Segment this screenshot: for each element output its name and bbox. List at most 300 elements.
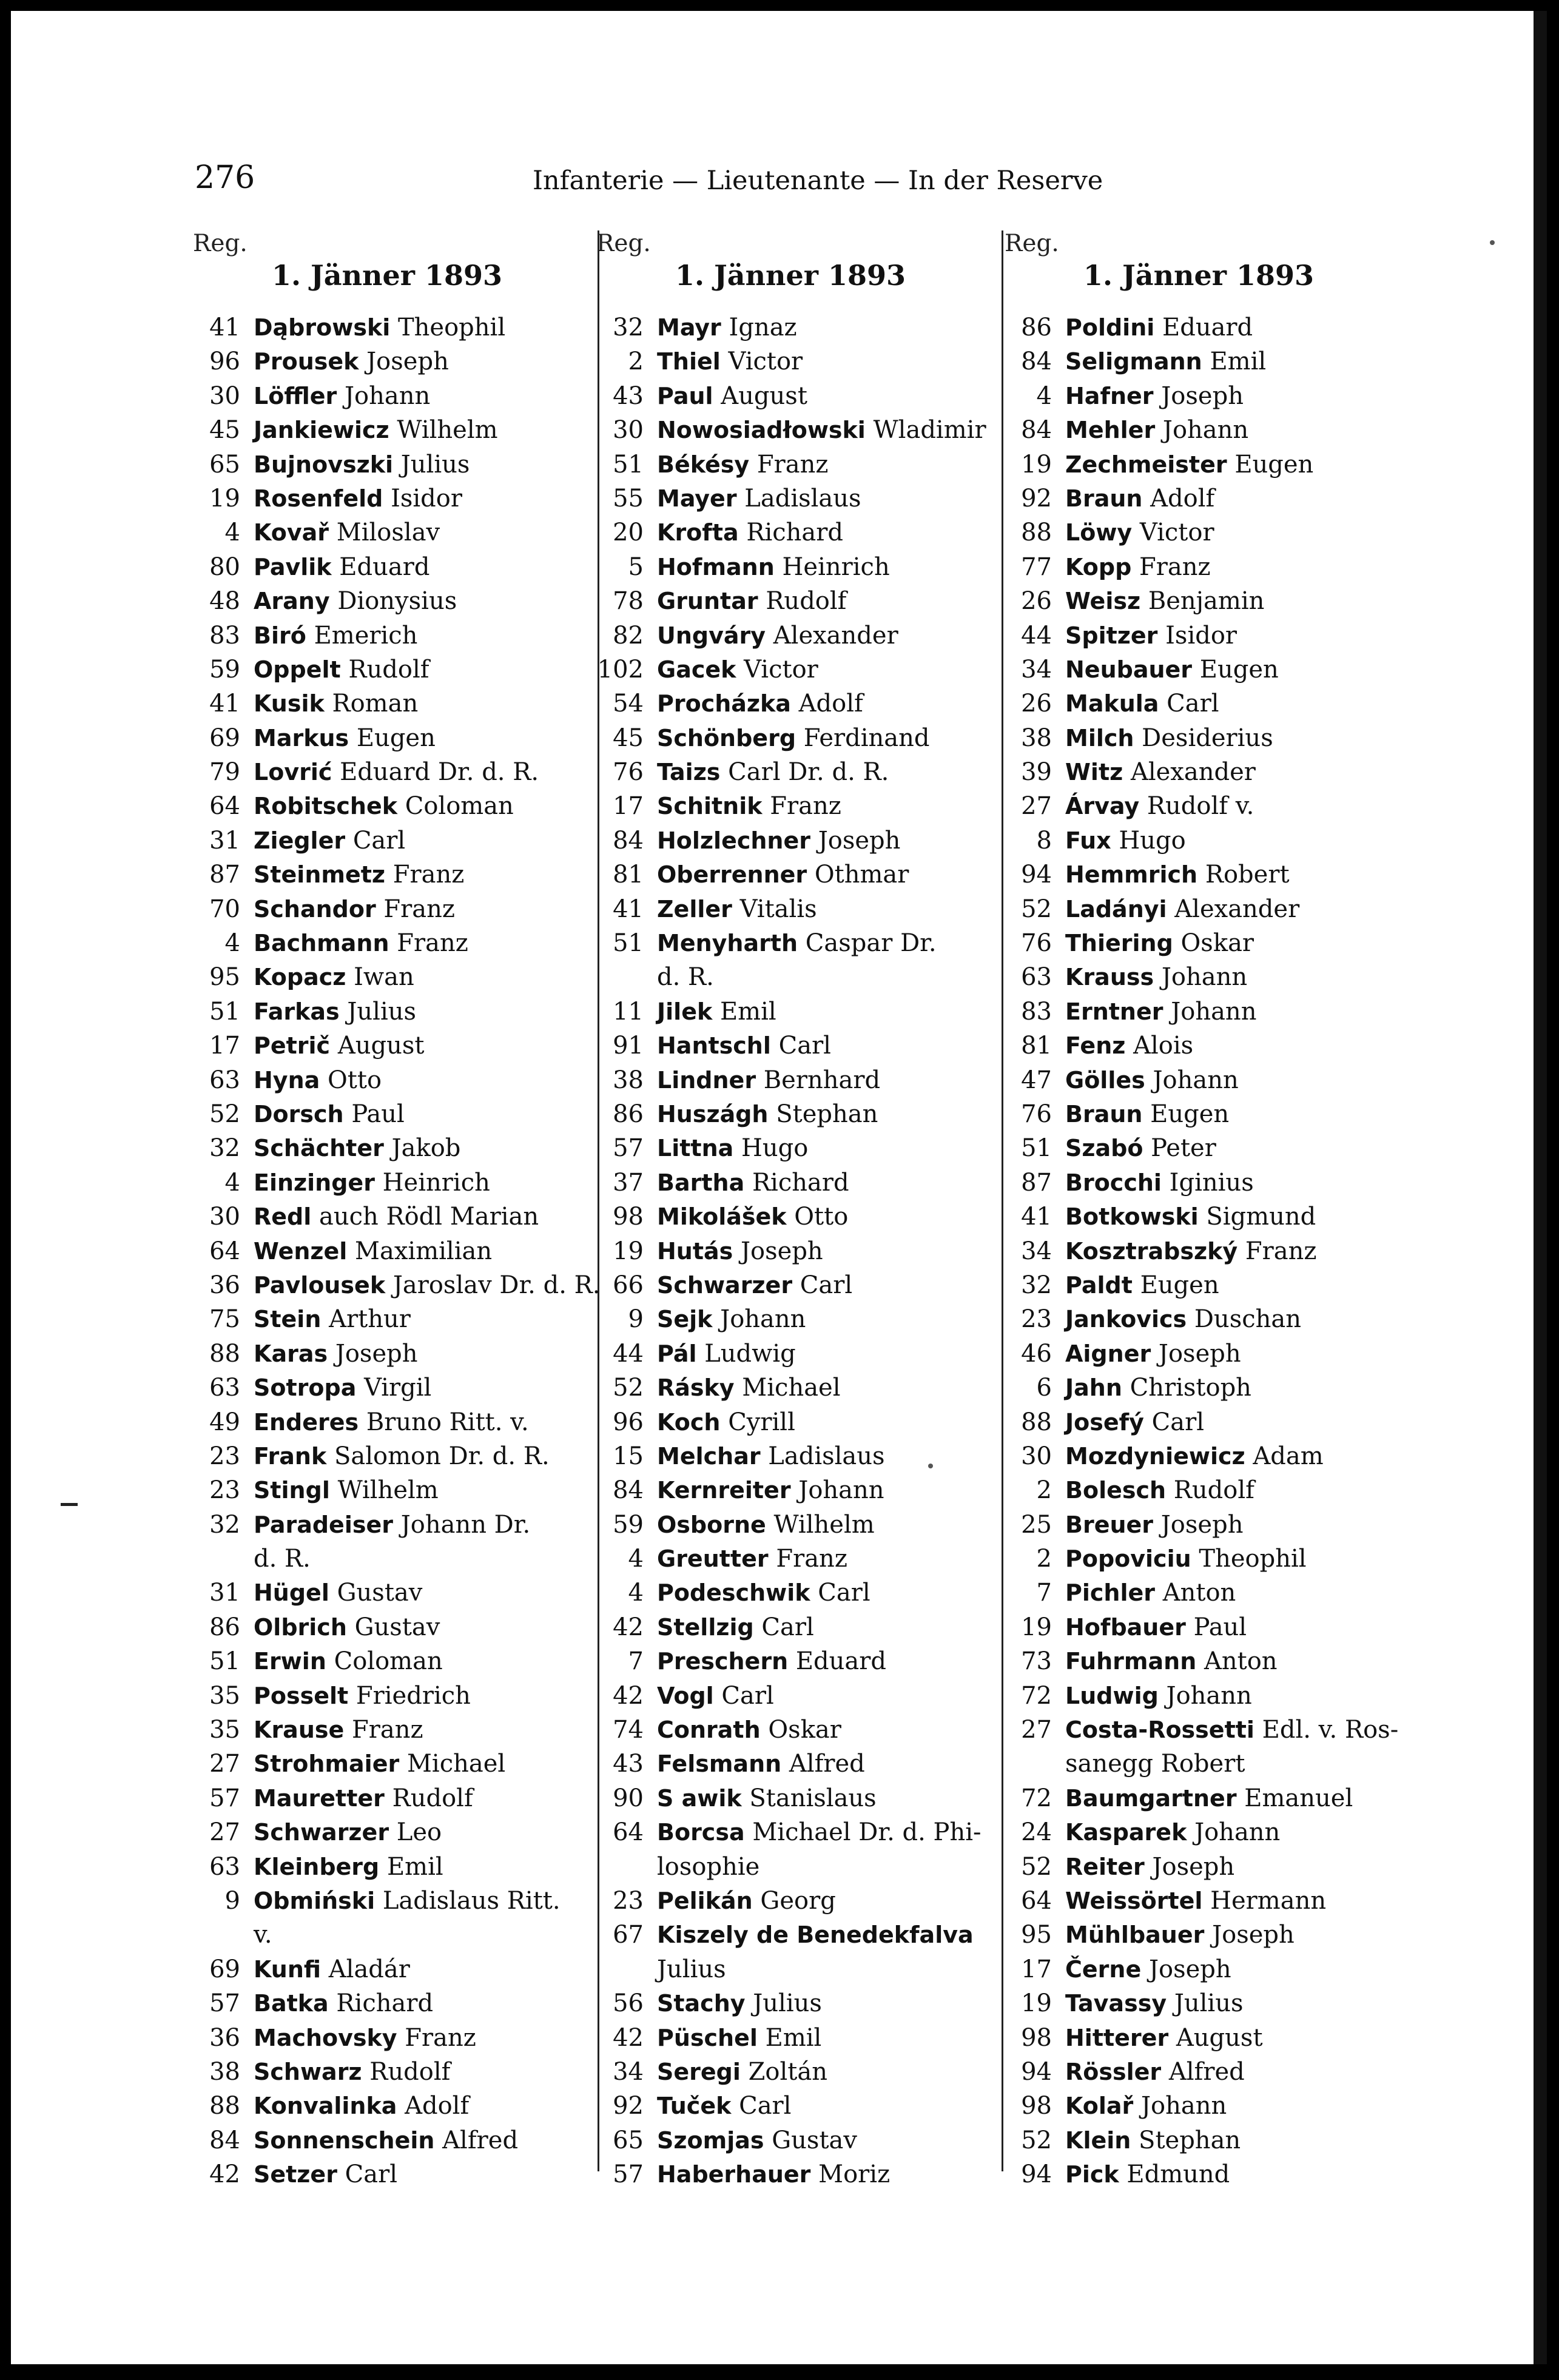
given-name: Johann: [1162, 416, 1249, 445]
list-item: [1005, 926, 1393, 960]
regiment-number: 51: [613, 450, 644, 479]
officer-name: [1065, 2055, 1245, 2089]
regiment-number: 63: [209, 1852, 240, 1881]
list-item: [193, 1473, 581, 1507]
list-item: [1005, 1200, 1393, 1234]
surname: Prousek: [254, 348, 359, 375]
regiment-number: 38: [1021, 724, 1052, 752]
list-item: [1005, 687, 1393, 721]
list-item: [1005, 2021, 1393, 2055]
regiment-number: 64: [613, 1818, 644, 1847]
officer-name: [254, 1234, 492, 1268]
given-name: Alexander: [1174, 895, 1300, 923]
officer-name: [254, 1268, 600, 1302]
given-name: Moriz: [818, 2160, 891, 2189]
given-name: Julius: [400, 450, 470, 479]
officer-name: [254, 1166, 490, 1200]
surname: Pick: [1065, 2161, 1119, 2188]
list-item: [193, 2089, 581, 2123]
list-item: [193, 1610, 581, 1644]
officer-name: [657, 1918, 974, 1952]
given-name: Anton: [1162, 1579, 1236, 1607]
officer-name: [254, 1576, 422, 1610]
surname: Pelikán: [657, 1887, 753, 1914]
officer-name: [254, 584, 457, 618]
surname: Botkowski: [1065, 1203, 1199, 1231]
entry-continuation: [193, 1918, 581, 1952]
given-name: d. R.: [254, 1545, 311, 1573]
officer-name: [254, 1815, 442, 1849]
surname: Thiering: [1065, 930, 1173, 957]
surname: Krauss: [1065, 964, 1154, 991]
officer-name: [1065, 1234, 1316, 1268]
given-name: Julius: [347, 997, 417, 1026]
officer-name: [1065, 2021, 1263, 2055]
officer-name: [1065, 2123, 1241, 2157]
regiment-number: 36: [209, 2023, 240, 2052]
given-name: Victor: [728, 348, 803, 376]
list-item: [193, 1884, 581, 1918]
surname: Braun: [1065, 1100, 1143, 1128]
surname: Taizs: [657, 759, 721, 786]
officer-name: [1065, 1747, 1245, 1781]
given-name: Carl: [800, 1271, 853, 1299]
officer-name: [1065, 1337, 1241, 1371]
officer-name: [254, 448, 470, 482]
regiment-number: 38: [613, 1066, 644, 1094]
list-item: [193, 926, 581, 960]
regiment-number: 2: [1036, 1476, 1052, 1505]
given-name: Richard: [752, 1168, 849, 1197]
given-name: Heinrich: [782, 553, 890, 581]
list-item: [596, 1234, 985, 1268]
officer-name: [254, 1473, 439, 1507]
surname: Menyharth: [657, 930, 798, 957]
list-item: [596, 1576, 985, 1610]
given-name: Alfred: [789, 1750, 865, 1778]
given-name: Franz: [352, 1716, 423, 1744]
given-name: Franz: [405, 2023, 476, 2052]
officer-name: [1065, 687, 1219, 721]
regiment-number: 81: [613, 861, 644, 889]
officer-name: [254, 1884, 561, 1918]
regiment-number: 95: [1021, 1921, 1052, 1949]
given-name: Friedrich: [355, 1681, 471, 1710]
list-item: [1005, 311, 1393, 345]
regiment-number: 98: [1021, 2092, 1052, 2120]
list-item: [193, 448, 581, 482]
regiment-number: 69: [209, 724, 240, 752]
surname: Thiel: [657, 348, 721, 375]
surname: Pál: [657, 1340, 697, 1367]
list-item: [596, 1097, 985, 1131]
officer-name: [254, 1405, 529, 1439]
regiment-number: 57: [613, 1134, 644, 1163]
surname: Erwin: [254, 1648, 326, 1675]
list-item: [596, 1371, 985, 1405]
ink-speck: [1490, 240, 1495, 245]
officer-name: [254, 1200, 539, 1234]
regiment-number: 27: [209, 1750, 240, 1778]
given-name: Isidor: [1165, 621, 1237, 650]
regiment-number: 26: [1021, 690, 1052, 718]
given-name: Eduard: [339, 553, 430, 581]
given-name: Carl: [1151, 1408, 1205, 1436]
officer-name: [1065, 789, 1254, 823]
surname: Stein: [254, 1306, 322, 1333]
surname: Kopacz: [254, 964, 346, 991]
list-item: [193, 482, 581, 516]
surname: Kleinberg: [254, 1853, 380, 1880]
surname: Arany: [254, 588, 330, 615]
list-item: [596, 1679, 985, 1713]
list-item: [596, 1815, 985, 1849]
regiment-number: 63: [1021, 963, 1052, 992]
officer-name: [657, 550, 890, 584]
given-name: Carl: [739, 2092, 792, 2120]
surname: Kovař: [254, 519, 329, 546]
officer-name: [254, 1918, 272, 1952]
regiment-label: Reg.: [596, 230, 651, 257]
list-item: [596, 755, 985, 789]
date-heading: 1. Jänner 1893: [271, 259, 503, 292]
regiment-number: 23: [613, 1886, 644, 1915]
surname: Aigner: [1065, 1340, 1151, 1367]
surname: Schwarz: [254, 2058, 362, 2085]
regiment-number: 27: [209, 1818, 240, 1847]
officer-name: [657, 995, 776, 1029]
surname: Josefý: [1065, 1408, 1144, 1436]
list-item: [596, 619, 985, 653]
regiment-number: 25: [1021, 1510, 1052, 1539]
officer-name: [254, 687, 418, 721]
regiment-number: 98: [1021, 2023, 1052, 2052]
regiment-number: 55: [613, 484, 644, 513]
list-item: [596, 1405, 985, 1439]
officer-name: [657, 960, 714, 994]
officer-name: [1065, 482, 1214, 516]
regiment-number: 96: [209, 348, 240, 376]
regiment-number: 77: [1021, 553, 1052, 581]
surname: Milch: [1065, 724, 1134, 751]
officer-name: [1065, 2089, 1227, 2123]
officer-name: [254, 311, 505, 345]
officer-name: [1065, 1268, 1219, 1302]
officer-name: [1065, 1679, 1252, 1713]
given-name: Franz: [1245, 1237, 1317, 1265]
list-item: [193, 1508, 581, 1542]
given-name: Julius: [753, 1989, 822, 2018]
list-item: [596, 516, 985, 550]
regiment-number: 30: [1021, 1442, 1052, 1470]
given-name: Eduard: [1162, 314, 1253, 341]
officer-name: [254, 550, 429, 584]
given-name: Johann: [1166, 1681, 1252, 1710]
given-name: Emanuel: [1244, 1784, 1353, 1812]
given-name: Carl: [818, 1579, 870, 1607]
given-name: Emerich: [314, 621, 418, 650]
given-name: Franz: [770, 792, 841, 821]
surname: Fux: [1065, 827, 1111, 854]
surname: Oberrenner: [657, 861, 807, 889]
given-name: Jaroslav Dr. d. R.: [392, 1271, 601, 1299]
given-name: Bruno Ritt. v.: [366, 1408, 529, 1436]
regiment-number: 51: [613, 929, 644, 958]
regiment-number: 20: [613, 519, 644, 547]
officer-name: [657, 653, 818, 687]
list-item: [596, 1781, 985, 1815]
given-name: Aladár: [328, 1955, 410, 1983]
regiment-number: 9: [224, 1886, 240, 1915]
column-divider: [1002, 230, 1003, 2171]
given-name: Otto: [328, 1066, 382, 1094]
officer-name: [657, 1405, 795, 1439]
given-name: Carl: [721, 1681, 774, 1710]
list-item: [1005, 482, 1393, 516]
surname: Farkas: [254, 998, 340, 1025]
regiment-number: 39: [1021, 758, 1052, 787]
regiment-number: 94: [1021, 2057, 1052, 2086]
running-title: Infanterie — Lieutenante — In der Reserve: [533, 166, 1103, 196]
list-item: [1005, 1405, 1393, 1439]
regiment-number: 76: [1021, 1100, 1052, 1128]
officer-name: [1065, 379, 1244, 413]
surname: Stellzig: [657, 1613, 754, 1641]
surname: Koch: [657, 1408, 721, 1436]
regiment-number: 19: [1021, 1613, 1052, 1641]
given-name: Carl: [761, 1613, 814, 1641]
list-item: [193, 687, 581, 721]
regiment-number: 96: [613, 1408, 644, 1436]
list-item: [1005, 653, 1393, 687]
list-item: [596, 1166, 985, 1200]
list-item: [1005, 1952, 1393, 1986]
surname: Enderes: [254, 1408, 359, 1436]
regiment-number: 26: [1021, 587, 1052, 616]
regiment-number: 84: [613, 826, 644, 855]
officer-name: [1065, 1542, 1307, 1576]
list-item: [1005, 1815, 1393, 1849]
regiment-number: 4: [224, 1168, 240, 1197]
list-item: [193, 1029, 581, 1063]
officer-name: [1065, 1405, 1204, 1439]
regiment-number: 63: [209, 1374, 240, 1402]
surname: Greutter: [657, 1545, 769, 1573]
list-item: [193, 1815, 581, 1849]
document-page: [11, 11, 1547, 2364]
list-item: [596, 1063, 985, 1097]
officer-name: [1065, 1371, 1251, 1405]
list-item: [1005, 1781, 1393, 1815]
list-item: [596, 892, 985, 926]
given-name: Miloslav: [336, 519, 440, 547]
given-name: Oskar: [768, 1716, 841, 1744]
officer-name: [1065, 1097, 1229, 1131]
given-name: Anton: [1204, 1647, 1278, 1676]
given-name: Alfred: [442, 2126, 519, 2154]
list-item: [1005, 1918, 1393, 1952]
regiment-number: 86: [1021, 314, 1052, 341]
list-item: [596, 2157, 985, 2191]
regiment-number: 52: [209, 1100, 240, 1128]
regiment-number: 51: [209, 1647, 240, 1676]
surname: Frank: [254, 1442, 327, 1470]
given-name: Leo: [396, 1818, 442, 1847]
surname: Karas: [254, 1340, 328, 1367]
surname: Mikolášek: [657, 1203, 787, 1231]
given-name: losophie: [657, 1852, 760, 1881]
surname: Dorsch: [254, 1100, 344, 1128]
given-name: Wilhelm: [337, 1476, 439, 1505]
regiment-number: 74: [613, 1716, 644, 1744]
list-item: [193, 1644, 581, 1678]
officer-name: [254, 2021, 476, 2055]
given-name: August: [721, 382, 807, 410]
officer-name: [1065, 1063, 1239, 1097]
officer-name: [254, 1952, 410, 1986]
regiment-number: 92: [613, 2092, 644, 2120]
officer-name: [657, 1884, 836, 1918]
officer-name: [657, 687, 863, 721]
given-name: Otto: [794, 1203, 849, 1231]
surname: Huszágh: [657, 1100, 769, 1128]
regiment-number: 66: [613, 1271, 644, 1299]
officer-name: [254, 1508, 530, 1542]
surname: Erntner: [1065, 998, 1163, 1025]
given-name: Carl: [1167, 690, 1219, 718]
entry-continuation: [1005, 1747, 1393, 1781]
date-heading: 1. Jänner 1893: [1083, 259, 1315, 292]
regiment-number: 51: [1021, 1134, 1052, 1163]
officer-name: [1065, 619, 1237, 653]
given-name: Roman: [332, 690, 419, 718]
surname: Klein: [1065, 2126, 1131, 2154]
officer-name: [254, 379, 430, 413]
officer-name: [1065, 858, 1290, 892]
list-item: [1005, 892, 1393, 926]
officer-name: [254, 1063, 382, 1097]
regiment-number: 69: [209, 1955, 240, 1983]
list-item: [193, 413, 581, 447]
date-heading: 1. Jänner 1893: [675, 259, 906, 292]
given-name: Paul: [351, 1100, 405, 1128]
list-item: [1005, 550, 1393, 584]
surname: Lovrić: [254, 759, 332, 786]
list-item: [193, 1747, 581, 1781]
regiment-number: 27: [1021, 792, 1052, 821]
surname: Kiszely de Benedekfalva: [657, 1921, 974, 1949]
regiment-number: 57: [209, 1989, 240, 2018]
officer-name: [254, 2055, 450, 2089]
list-item: [193, 550, 581, 584]
officer-name: [1065, 1576, 1236, 1610]
list-item: [193, 789, 581, 823]
officer-name: [657, 345, 803, 378]
officer-name: [254, 1986, 433, 2020]
list-item: [193, 311, 581, 345]
surname: Littna: [657, 1135, 734, 1162]
list-item: [596, 1131, 985, 1165]
given-name: Georg: [760, 1886, 836, 1915]
given-name: Carl Dr. d. R.: [728, 758, 889, 787]
given-name: Adolf: [1150, 484, 1215, 513]
surname: Markus: [254, 724, 349, 751]
regiment-number: 46: [1021, 1339, 1052, 1368]
given-name: Christoph: [1130, 1374, 1251, 1402]
surname: Mehler: [1065, 417, 1156, 444]
surname: Biró: [254, 622, 306, 649]
list-item: [193, 2021, 581, 2055]
surname: Conrath: [657, 1716, 761, 1744]
list-item: [193, 1850, 581, 1884]
given-name: Joseph: [366, 348, 449, 376]
regiment-number: 52: [1021, 895, 1052, 923]
page-edge-shadow: [1534, 11, 1547, 2364]
regiment-number: 4: [628, 1545, 644, 1573]
list-item: [193, 653, 581, 687]
surname: Krause: [254, 1716, 345, 1744]
list-item: [596, 1986, 985, 2020]
list-item: [193, 1576, 581, 1610]
regiment-number: 42: [613, 2023, 644, 2052]
given-name: Robert: [1205, 861, 1290, 889]
regiment-number: 38: [209, 2057, 240, 2086]
given-name: Michael Dr. d. Phi-: [752, 1818, 982, 1847]
list-item: [1005, 1097, 1393, 1131]
given-name: August: [1176, 2023, 1263, 2052]
list-item: [1005, 2123, 1393, 2157]
regiment-number: 4: [224, 519, 240, 547]
regiment-number: 45: [613, 724, 644, 752]
list-item: [596, 311, 985, 345]
given-name: Joseph: [818, 826, 901, 855]
column-1: [193, 229, 601, 2191]
officer-name: [657, 2157, 890, 2191]
margin-mark: [61, 1503, 78, 1506]
list-item: [1005, 1850, 1393, 1884]
given-name: Ludwig: [704, 1339, 796, 1368]
list-item: [193, 516, 581, 550]
surname: Krofta: [657, 519, 739, 546]
list-item: [596, 2089, 985, 2123]
officer-name: [254, 926, 468, 960]
given-name: Zoltán: [748, 2057, 827, 2086]
list-item: [596, 1508, 985, 1542]
surname: Jahn: [1065, 1374, 1122, 1402]
regiment-number: 52: [1021, 2126, 1052, 2154]
given-name: Eduard Dr. d. R.: [340, 758, 539, 787]
officer-name: [657, 1063, 880, 1097]
regiment-number: 83: [209, 621, 240, 650]
officer-name: [1065, 1131, 1216, 1165]
surname: Brocchi: [1065, 1169, 1162, 1196]
regiment-number: 35: [209, 1681, 240, 1710]
officer-name: [657, 892, 817, 926]
surname: Reiter: [1065, 1853, 1145, 1880]
given-name: auch Rödl Marian: [318, 1203, 539, 1231]
surname: Ziegler: [254, 827, 346, 854]
entry-continuation: [596, 1850, 985, 1884]
surname: Kernreiter: [657, 1477, 791, 1504]
surname: Schitnik: [657, 793, 763, 820]
regiment-number: 2: [628, 348, 644, 376]
list-item: [193, 1097, 581, 1131]
list-item: [596, 721, 985, 755]
list-item: [1005, 619, 1393, 653]
given-name: Salomon Dr. d. R.: [334, 1442, 550, 1470]
surname: Weisz: [1065, 588, 1141, 615]
surname: Hemmrich: [1065, 861, 1198, 889]
